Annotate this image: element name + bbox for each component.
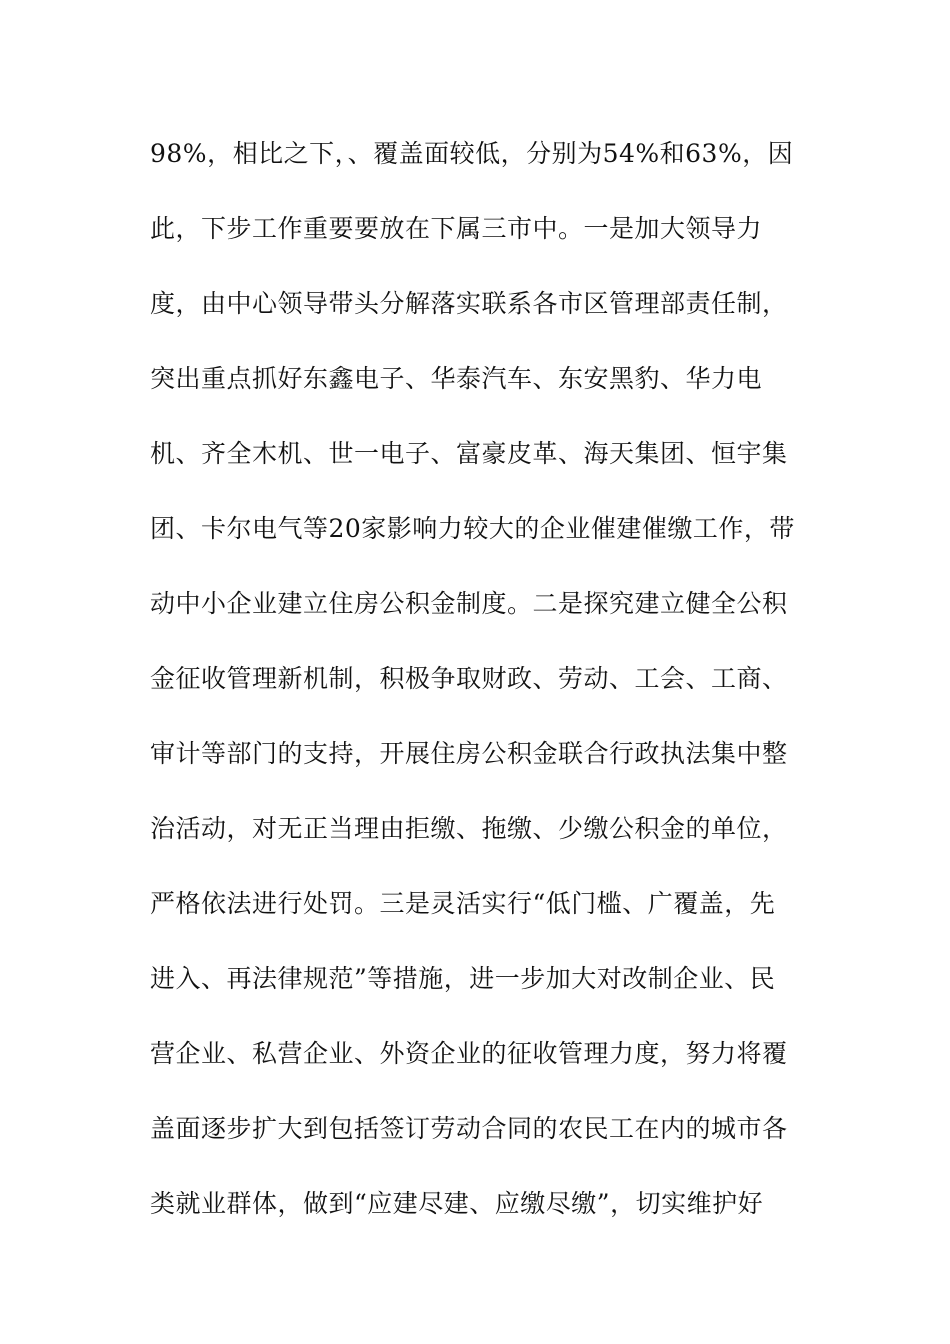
text-line-2: 此，下步工作重要要放在下属三市中。一是加大领导力 xyxy=(150,214,763,243)
text-line-4: 突出重点抓好东鑫电子、华泰汽车、东安黑豹、华力电 xyxy=(150,364,763,393)
text-line-1: 98%，相比之下，、覆盖面较低，分别为54%和63%，因 xyxy=(150,139,794,168)
text-line-13: 营企业、私营企业、外资企业的征收管理力度，努力将覆 xyxy=(150,1039,788,1068)
text-line-8: 金征收管理新机制，积极争取财政、劳动、工会、工商、 xyxy=(150,664,788,693)
text-line-14: 盖面逐步扩大到包括签订劳动合同的农民工在内的城市各 xyxy=(150,1114,788,1143)
text-line-9: 审计等部门的支持，开展住房公积金联合行政执法集中整 xyxy=(150,739,788,768)
body-text xyxy=(150,130,810,1255)
text-line-5: 机、齐全木机、世一电子、富豪皮革、海天集团、恒宇集 xyxy=(150,439,788,468)
text-line-7: 动中小企业建立住房公积金制度。二是探究建立健全公积 xyxy=(150,589,788,618)
text-line-6: 团、卡尔电气等20家影响力较大的企业催建催缴工作，带 xyxy=(150,514,795,543)
text-line-11: 严格依法进行处罚。三是灵活实行“低门槛、广覆盖，先 xyxy=(150,889,776,918)
text-line-10: 治活动，对无正当理由拒缴、拖缴、少缴公积金的单位， xyxy=(150,814,788,843)
text-line-3: 度，由中心领导带头分解落实联系各市区管理部责任制， xyxy=(150,289,788,318)
text-line-12: 进入、再法律规范”等措施，进一步加大对改制企业、民 xyxy=(150,964,776,993)
text-line-15: 类就业群体，做到“应建尽建、应缴尽缴”，切实维护好 xyxy=(150,1189,764,1218)
